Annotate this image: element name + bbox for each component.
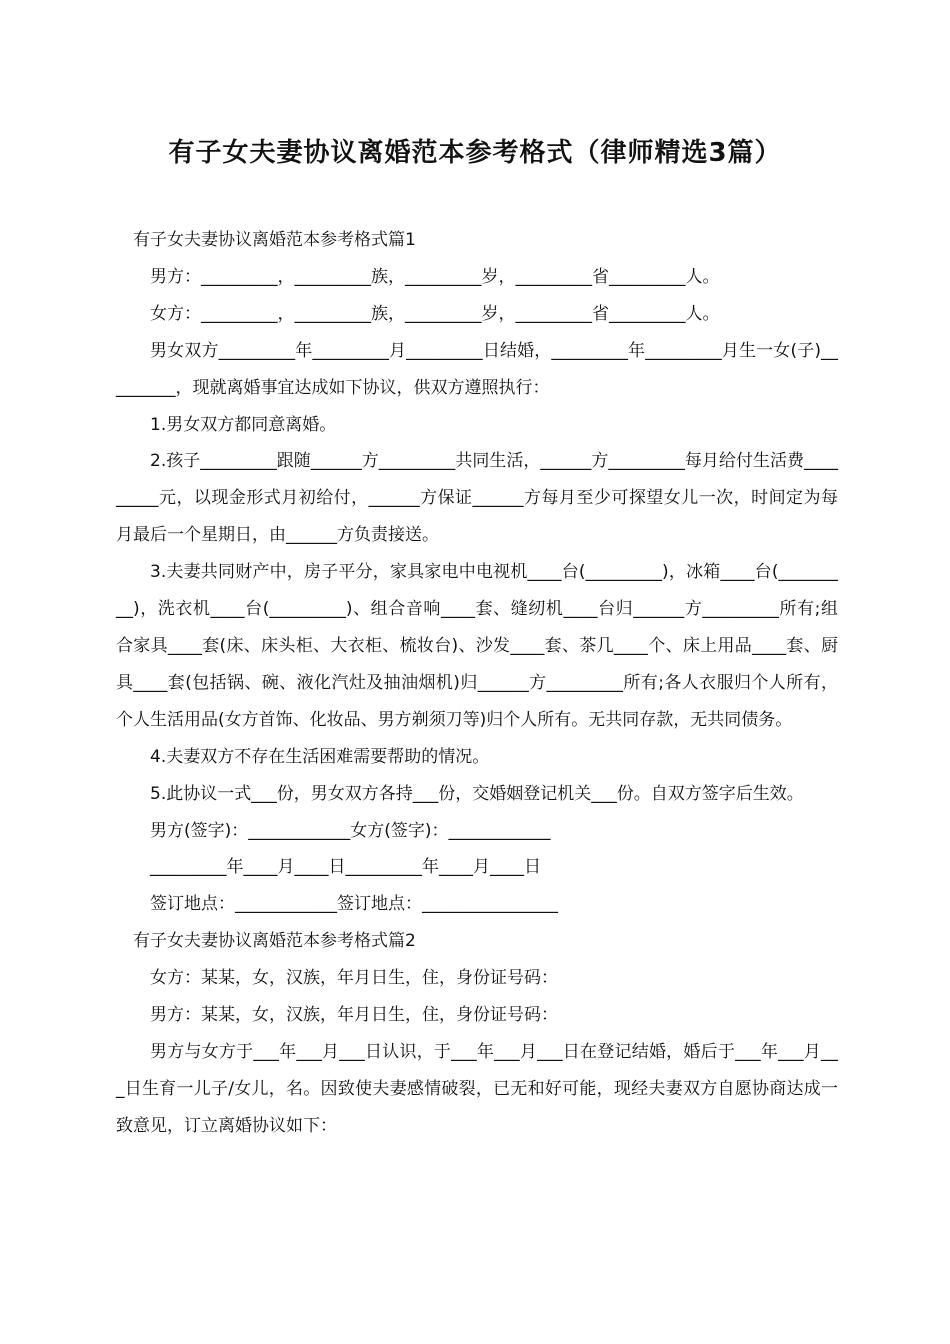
document-body xyxy=(116,222,838,1145)
document-title: 有子女夫妻协议离婚范本参考格式（律师精选3篇） xyxy=(168,138,782,168)
female-party-info: 女方：_________，_________族，_________岁，_________省_________人。 xyxy=(150,303,720,324)
clause-1: 1.男女双方都同意离婚。 xyxy=(150,414,337,435)
signing-place-line: 签订地点：____________签订地点：________________ xyxy=(150,894,558,915)
clause-3-property: 3.夫妻共同财产中，房子平分，家具家电中电视机____台(_________)，冰箱____台(_________)，洗衣机____台(_________)、组合音响____套、缝纫机____台归______方_________所有;组合家具____套(床、床头柜、大衣柜、梳妆台)、沙发____套、茶几____个、床上用品____套、厨具____套(包括锅、碗、液化汽灶及抽油烟机)归______方_________所有;各人衣服归个人所有，个人生活用品(女方首饰、化妆品、男方剃须刀等)归个人所有。无共同存款，无共同债务。 xyxy=(116,562,838,730)
male-party-info: 男方：_________，_________族，_________岁，_________省_________人。 xyxy=(150,266,720,287)
female-party-info-2: 女方：某某，女，汉族，年月日生，住，身份证号码： xyxy=(150,968,558,989)
clause-2-child-custody: 2.孩子_________跟随______方_________共同生活，______方_________每月给付生活费_________元，以现金形式月初给付，______方保证______方每月至少可探望女儿一次，时间定为每月最后一个星期日，由______方负责接送。 xyxy=(116,451,838,546)
date-line: _________年____月____日_________年____月____日 xyxy=(150,857,541,878)
male-party-info-2: 男方：某某，女，汉族，年月日生，住，身份证号码： xyxy=(150,1005,558,1026)
marriage-background: 男方与女方于___年___月___日认识，于___年___月___日在登记结婚，婚后于___年___月___日生育一儿子/女儿，名。因致使夫妻感情破裂，已无和好可能，现经夫妻双方自愿协商达成一致意见，订立离婚协议如下： xyxy=(116,1041,838,1136)
clause-5: 5.此协议一式___份，男女双方各持___份，交婚姻登记机关___份。自双方签字后生效。 xyxy=(150,783,804,804)
marriage-statement: 男女双方_________年_________月_________日结婚，_________年_________月生一女(子)_________，现就离婚事宜达成如下协议，供双方遵照执行： xyxy=(116,340,838,398)
clause-4: 4.夫妻双方不存在生活困难需要帮助的情况。 xyxy=(150,746,490,767)
section-2-heading: 有子女夫妻协议离婚范本参考格式篇2 xyxy=(133,931,416,952)
section-1-heading: 有子女夫妻协议离婚范本参考格式篇1 xyxy=(133,230,416,250)
signature-line: 男方(签字)：____________女方(签字)：____________ xyxy=(150,820,551,841)
